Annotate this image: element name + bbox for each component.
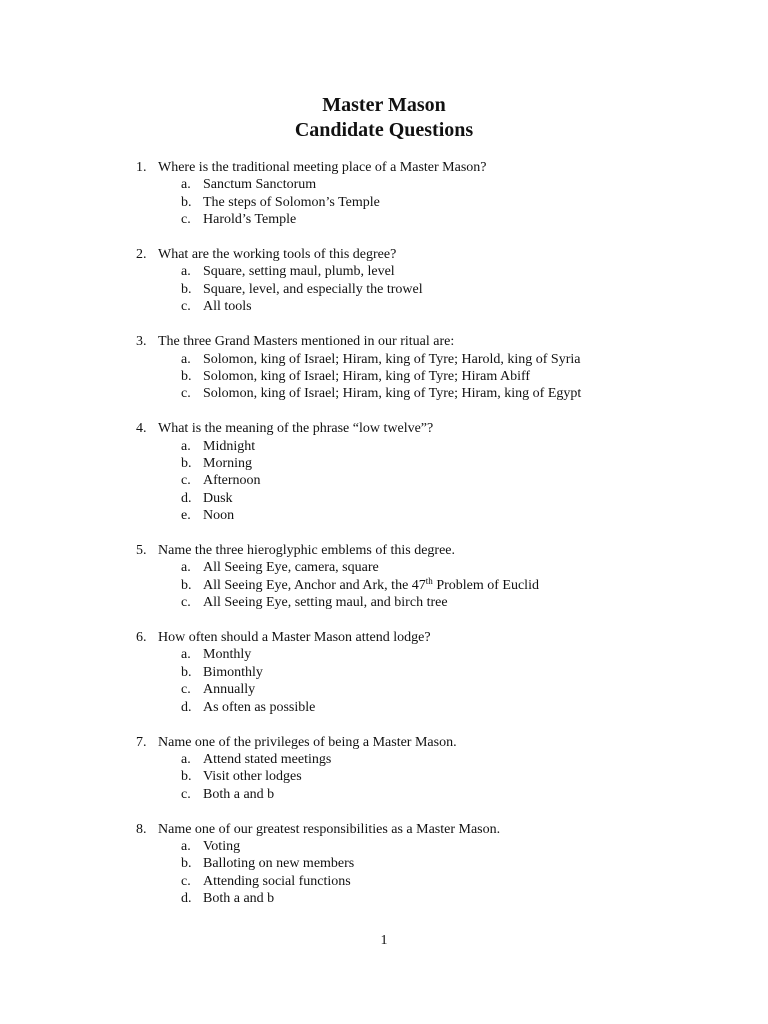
answer-option [0,855,768,872]
option-letter: b. [181,664,192,680]
option-text [203,194,380,211]
question-number: 4. [136,421,147,437]
answer-option [0,176,768,193]
answer-option [0,559,768,576]
option-text-main: Morning [203,455,252,471]
option-text [203,646,251,663]
option-text-main: Solomon, king of Israel; Hiram, king of Tyre; Hiram, king of Egypt [203,386,582,402]
question-number: 2. [136,247,147,263]
answer-option [0,281,768,298]
question-text: Name one of our greatest responsibilities as a Master Mason. [158,821,501,837]
answer-option [0,681,768,698]
option-text [203,176,316,193]
option-letter: b. [181,281,192,297]
option-text [203,699,315,716]
question-text: What is the meaning of the phrase “low twelve”? [158,421,434,437]
question-text: What are the working tools of this degree? [158,247,397,263]
option-text-main: All tools [203,299,252,315]
option-letter: d. [181,699,192,715]
option-text [203,507,234,524]
option-text [203,490,233,507]
option-text-main: Monthly [203,647,252,663]
question-number: 7. [136,734,147,750]
option-text [203,855,354,872]
option-text [203,577,539,594]
question-6 [0,629,768,716]
question-row [0,246,768,263]
option-text-main: Attending social functions [203,873,351,889]
option-text-main: Bimonthly [203,664,263,680]
question-text: How often should a Master Mason attend lodge? [158,630,431,646]
option-letter: a. [181,438,191,454]
option-letter: b. [181,455,192,471]
answer-option [0,263,768,280]
option-text-after: Problem of Euclid [432,577,539,593]
question-1 [0,159,768,229]
option-text-main: Solomon, king of Israel; Hiram, king of Tyre; Hiram Abiff [203,368,531,384]
question-5 [0,542,768,612]
option-letter: c. [181,786,191,802]
question-2 [0,246,768,316]
option-text-main: Square, setting maul, plumb, level [203,264,395,280]
answer-option [0,838,768,855]
option-letter: c. [181,386,191,402]
option-letter: e. [181,508,191,524]
option-text-main: Midnight [203,438,256,454]
answer-option [0,438,768,455]
option-letter: a. [181,751,191,767]
answer-option [0,194,768,211]
question-row [0,159,768,176]
option-letter: a. [181,647,191,663]
question-8 [0,821,768,908]
option-text-main: Afternoon [203,473,261,489]
option-text [203,281,423,298]
answer-option [0,351,768,368]
question-number: 1. [136,160,147,175]
option-text [203,890,274,907]
option-text-main: Dusk [203,490,233,506]
ordinal-superscript: th [425,575,433,586]
option-text [203,594,448,611]
answer-option [0,490,768,507]
document-title: Master Mason [322,94,446,116]
option-text-main: All Seeing Eye, Anchor and Ark, the 47 [203,577,426,593]
option-text [203,368,530,385]
option-letter: b. [181,769,192,785]
option-text-main: Annually [203,682,256,698]
option-text-main: Noon [203,508,235,524]
option-text-main: Both a and b [203,786,275,802]
option-text-main: All Seeing Eye, camera, square [203,560,379,576]
option-letter: c. [181,473,191,489]
question-row [0,821,768,838]
option-letter: c. [181,595,191,611]
option-letter: a. [181,351,191,367]
document-subtitle: Candidate Questions [294,119,474,141]
answer-option [0,768,768,785]
question-number: 5. [136,543,147,559]
option-text-main: Balloting on new members [203,856,355,872]
option-text [203,263,395,280]
option-text-main: Both a and b [203,891,275,907]
question-text: Name the three hieroglyphic emblems of this degree. [158,543,456,559]
question-text: Name one of the privileges of being a Master Mason. [158,734,457,750]
option-text-main: All Seeing Eye, setting maul, and birch tree [203,595,448,611]
question-3 [0,333,768,403]
answer-option [0,577,768,594]
option-letter: a. [181,177,191,193]
question-7 [0,734,768,804]
option-letter: a. [181,560,191,576]
option-text [203,681,255,698]
answer-option [0,298,768,315]
option-text [203,211,296,228]
option-letter: d. [181,490,192,506]
option-text [203,838,240,855]
question-text: Where is the traditional meeting place of a Master Mason? [158,160,487,175]
option-text [203,768,302,785]
option-text [203,664,263,681]
question-number: 8. [136,821,147,837]
answer-option [0,385,768,402]
option-text-main: Harold’s Temple [203,212,297,228]
question-4 [0,420,768,524]
answer-option [0,472,768,489]
option-letter: b. [181,368,192,384]
option-text [203,786,274,803]
option-text-main: Visit other lodges [203,769,302,785]
option-text [203,873,351,890]
question-text: The three Grand Masters mentioned in our ritual are: [158,334,455,350]
option-letter: c. [181,873,191,889]
option-text [203,298,252,315]
question-number: 3. [136,334,147,350]
option-text-main: Voting [203,839,241,854]
question-row [0,629,768,646]
question-row [0,734,768,751]
option-text [203,455,252,472]
option-letter: b. [181,856,192,872]
option-text [203,559,379,576]
option-text [203,385,581,402]
option-text-main: Square, level, and especially the trowel [203,281,423,297]
option-text-main: As often as possible [203,699,316,715]
answer-option [0,751,768,768]
answer-option [0,646,768,663]
answer-option [0,873,768,890]
option-letter: d. [181,891,192,907]
answer-option [0,455,768,472]
question-row [0,333,768,350]
question-row [0,420,768,437]
answer-option [0,368,768,385]
answer-option [0,507,768,524]
answer-option [0,699,768,716]
answer-option [0,786,768,803]
option-letter: b. [181,194,192,210]
option-text-main: Attend stated meetings [203,751,332,767]
option-letter: a. [181,264,191,280]
answer-option [0,890,768,907]
answer-option [0,211,768,228]
option-text [203,751,331,768]
option-letter: c. [181,212,191,228]
option-letter: b. [181,577,192,593]
option-letter: c. [181,682,191,698]
option-text [203,351,580,368]
question-row [0,542,768,559]
question-number: 6. [136,630,147,646]
option-text [203,438,255,455]
answer-option [0,594,768,611]
option-text-main: The steps of Solomon’s Temple [203,194,380,210]
option-text [203,472,261,489]
option-letter: a. [181,839,191,854]
option-letter: c. [181,299,191,315]
option-text-main: Sanctum Sanctorum [203,177,317,193]
question-list [0,159,768,925]
option-text-main: Solomon, king of Israel; Hiram, king of Tyre; Harold, king of Syria [203,351,581,367]
page-number: 1 [380,933,388,948]
answer-option [0,664,768,681]
